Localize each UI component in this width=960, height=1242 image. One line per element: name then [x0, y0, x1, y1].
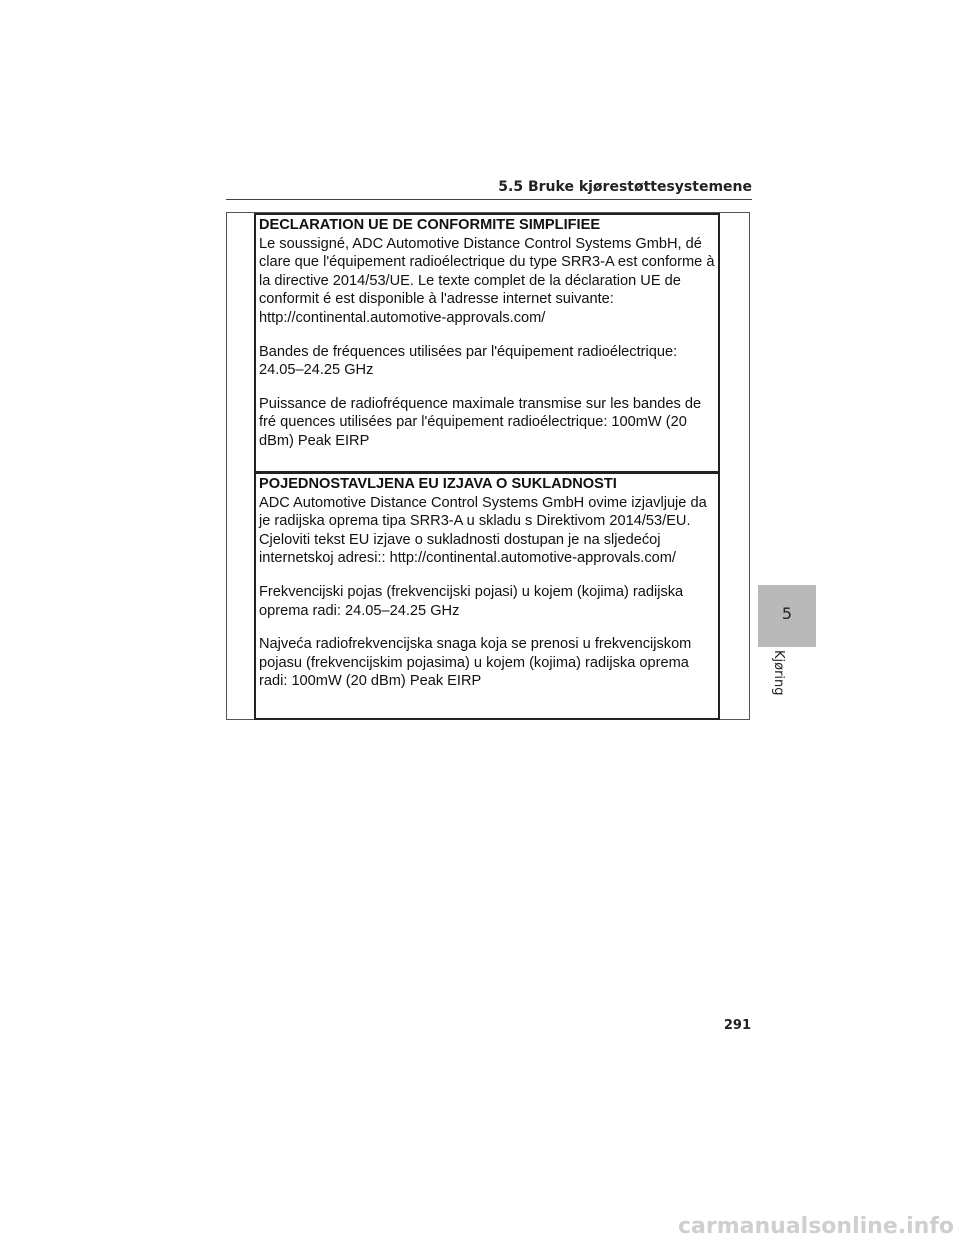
croatian-frequency-paragraph: Frekvencijski pojas (frekvencijski pojasi) u kojem (kojima) radijska oprema radi: 24.05–24.25 GHz [259, 583, 684, 619]
watermark: carmanualsonline.info [678, 1214, 954, 1239]
chapter-number: 5 [781, 604, 793, 623]
header-divider [226, 199, 752, 200]
page-number: 291 [723, 1018, 751, 1033]
croatian-declaration-title: POJEDNOSTAVLJENA EU IZJAVA O SUKLADNOSTI [259, 476, 617, 492]
croatian-power-paragraph: Najveća radiofrekvencijska snaga koja se prenosi u frekvencijskom pojasu (frekvencijskim pojasima) u kojem (kojima) radijska oprema radi: 100mW (20 dBm) Peak EIRP [259, 636, 692, 690]
section-title: 5.5 Bruke kjørestøttesystemene [498, 179, 752, 195]
french-power-paragraph: Puissance de radiofréquence maximale transmise sur les bandes de fré quences utilisées par l'équipement radioélectrique: 100mW (20 dBm) Peak EIRP [259, 395, 702, 449]
croatian-declaration-paragraph: ADC Automotive Distance Control Systems GmbH ovime izjavljuje da je radijska oprema tipa SRR3-A u skladu s Direktivom 2014/53/EU. Cjeloviti tekst EU izjave o sukladnosti dostupan je na sljedećoj internetskoj adresi:: http://continental.automotive-approvals.com/ [259, 494, 707, 567]
french-declaration-paragraph: Le soussigné, ADC Automotive Distance Control Systems GmbH, dé clare que l'équipement radioélectrique du type SRR3-A est conforme à la directive 2014/53/UE. Le texte complet de la déclaration UE de conformit é est disponible à l'adresse internet suivante: http://continental.automotive-approvals.com/ [259, 235, 715, 326]
croatian-declaration-panel [254, 472, 720, 720]
french-frequency-paragraph: Bandes de fréquences utilisées par l'équipement radioélectrique: 24.05–24.25 GHz [259, 343, 678, 379]
chapter-label: Kjøring [771, 650, 786, 696]
french-declaration-panel [254, 213, 720, 473]
french-declaration-title: DECLARATION UE DE CONFORMITE SIMPLIFIEE [259, 217, 601, 233]
